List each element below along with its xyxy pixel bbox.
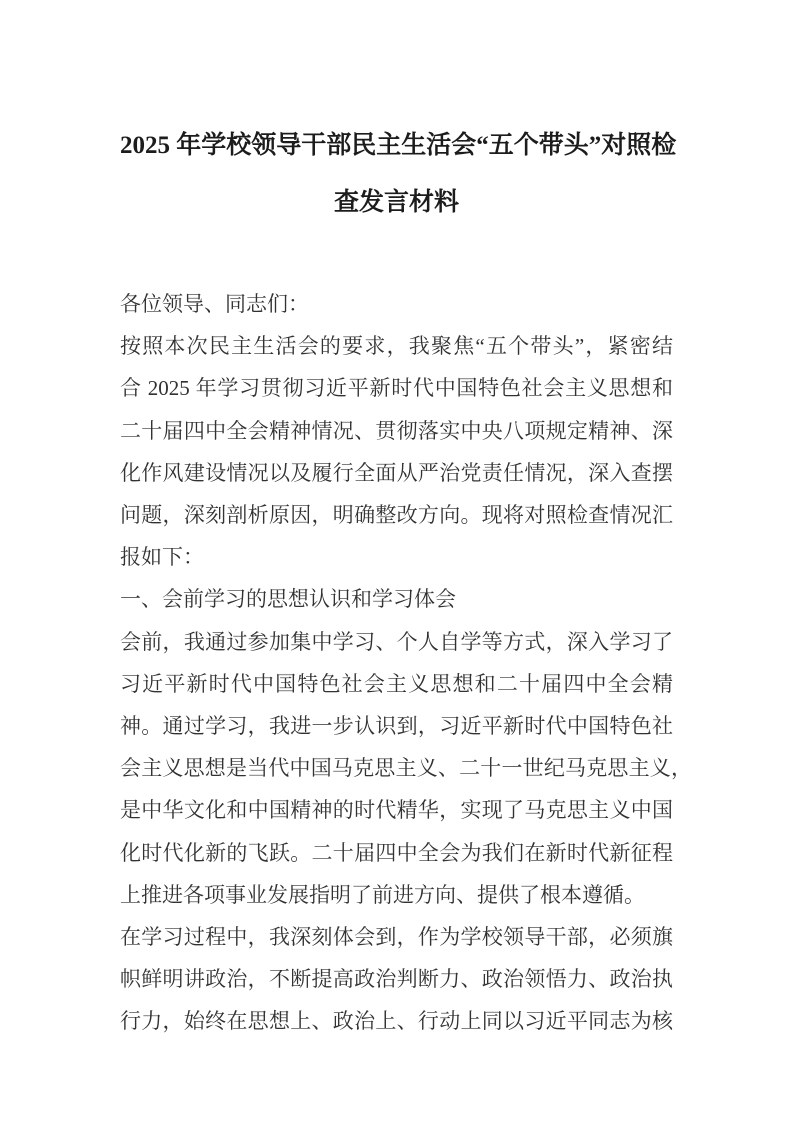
body-line: 二十届四中全会精神情况、贯彻落实中央八项规定精神、深 — [120, 418, 673, 443]
body-line: 神。通过学习，我进一步认识到，习近平新时代中国特色社 — [120, 714, 673, 739]
body-line: 报如下： — [120, 545, 204, 570]
body-line: 习近平新时代中国特色社会主义思想和二十届四中全会精 — [120, 671, 673, 696]
title-line-2: 查发言材料 — [333, 189, 459, 216]
body-line: 在学习过程中，我深刻体会到，作为学校领导干部，必须旗 — [120, 925, 673, 950]
body-line: 会前，我通过参加集中学习、个人自学等方式，深入学习了 — [120, 629, 673, 654]
salutation-line: 各位领导、同志们： — [120, 292, 309, 316]
body-line: 行力，始终在思想上、政治上、行动上同以习近平同志为核 — [120, 1009, 673, 1034]
body-line: 是中华文化和中国精神的时代精华，实现了马克思主义中国 — [120, 798, 673, 823]
body-line: 帜鲜明讲政治，不断提高政治判断力、政治领悟力、政治执 — [120, 967, 673, 992]
body-line: 化作风建设情况以及履行全面从严治党责任情况，深入查摆 — [120, 460, 673, 485]
document-title — [120, 117, 677, 231]
title-line-1: 2025 年学校领导干部民主生活会“五个带头”对照检 — [120, 132, 677, 159]
body-line: 问题，深刻剖析原因，明确整改方向。现将对照检查情况汇 — [120, 503, 673, 528]
body-line: 上推进各项事业发展指明了前进方向、提供了根本遵循。 — [120, 882, 645, 907]
body-line: 化时代化新的飞跃。二十届四中全会为我们在新时代新征程 — [120, 840, 673, 865]
body-line: 合 2025 年学习贯彻习近平新时代中国特色社会主义思想和 — [120, 376, 673, 401]
body-line: 会主义思想是当代中国马克思主义、二十一世纪马克思主义， — [120, 756, 692, 781]
section-heading: 一、会前学习的思想认识和学习体会 — [120, 587, 456, 612]
document-content — [120, 0, 692, 1122]
body-line: 按照本次民主生活会的要求，我聚焦“五个带头”，紧密结 — [120, 334, 673, 359]
document-body — [120, 283, 692, 1043]
